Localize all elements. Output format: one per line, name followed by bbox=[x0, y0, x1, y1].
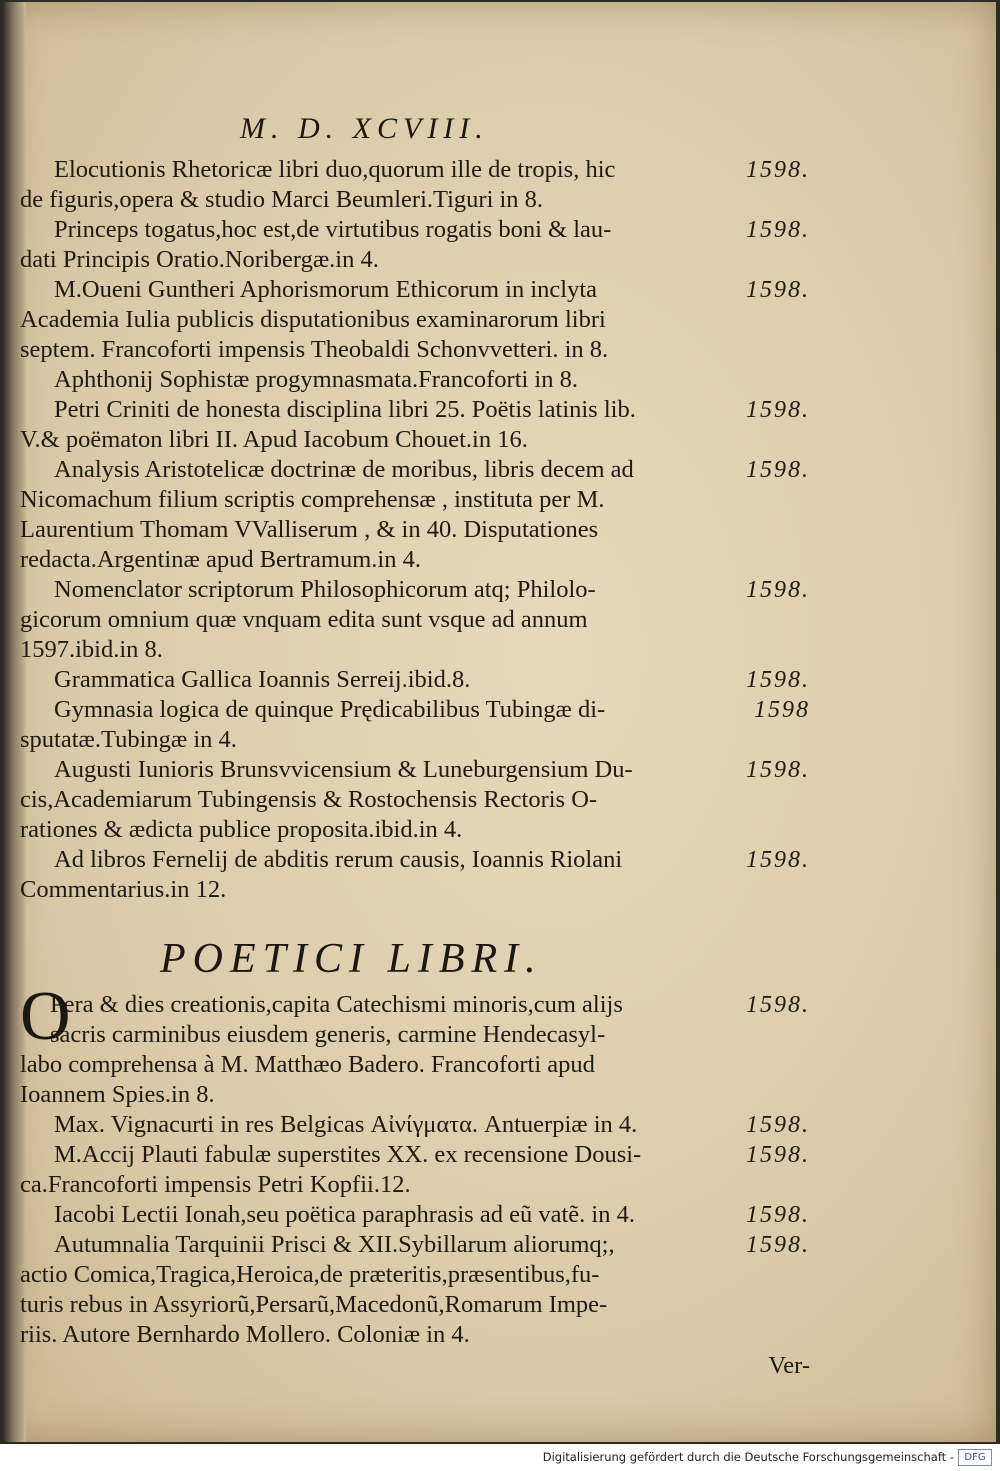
entry-line: sputatæ.Tubingæ in 4. bbox=[20, 726, 237, 753]
entry-line: Analysis Aristotelicæ doctrinæ de moribus, libris decem ad bbox=[54, 456, 634, 483]
entry-year: 1598. bbox=[746, 1232, 810, 1258]
entry-year: 1598. bbox=[746, 1142, 810, 1168]
entry-line: redacta.Argentinæ apud Bertramum.in 4. bbox=[20, 546, 421, 573]
entry-year: 1598. bbox=[746, 847, 810, 873]
bibliography-entry bbox=[20, 1140, 810, 1200]
entry-year: 1598. bbox=[746, 577, 810, 603]
entry-year: 1598. bbox=[746, 457, 810, 483]
entry-line: de figuris,opera & studio Marci Beumleri.Tiguri in 8. bbox=[20, 186, 544, 213]
entry-line: M.Accij Plauti fabulæ superstites XX. ex recensione Dousi- bbox=[54, 1141, 642, 1168]
section-title: POETICI LIBRI. bbox=[160, 936, 543, 982]
footer-credit: Digitalisierung gefördert durch die Deutsche Forschungsgemeinschaft - bbox=[542, 1450, 954, 1464]
footer-bar bbox=[0, 1444, 1000, 1471]
entry-line: Petri Criniti de honesta disciplina libri 25. Poëtis latinis lib. bbox=[54, 396, 636, 423]
entry-line: Laurentium Thomam VValliserum , & in 40. Disputationes bbox=[20, 516, 599, 543]
entry-year: 1598. bbox=[746, 1202, 810, 1228]
bibliography-entry bbox=[20, 755, 810, 845]
entry-year: 1598. bbox=[746, 992, 810, 1018]
entry-line: Academia Iulia publicis disputationibus examinarorum libri bbox=[20, 306, 606, 333]
entry-line: V.& poëmaton libri II. Apud Iacobum Chouet.in 16. bbox=[20, 426, 528, 453]
entry-line: Nomenclator scriptorum Philosophicorum atq; Philolo- bbox=[54, 576, 596, 603]
dfg-logo: DFG bbox=[958, 1449, 992, 1466]
drop-capital: O bbox=[20, 978, 71, 1055]
entry-year: 1598. bbox=[746, 397, 810, 423]
entry-year: 1598 bbox=[754, 697, 810, 723]
entry-line: Elocutionis Rhetoricæ libri duo,quorum ille de tropis, hic bbox=[54, 156, 616, 183]
entry-line: M.Oueni Guntheri Aphorismorum Ethicorum in inclyta bbox=[54, 276, 598, 303]
entry-year: 1598. bbox=[746, 217, 810, 243]
entry-line: dati Principis Oratio.Noribergæ.in 4. bbox=[20, 246, 379, 273]
entry-line: Nicomachum filium scriptis comprehensæ , instituta per M. bbox=[20, 486, 605, 513]
entry-line: Commentarius.in 12. bbox=[20, 876, 227, 903]
entry-line: septem. Francoforti impensis Theobaldi Schonvvetteri. in 8. bbox=[20, 336, 609, 363]
entry-line: actio Comica,Tragica,Heroica,de præteritis,præsentibus,fu- bbox=[20, 1261, 600, 1288]
bibliography-entry bbox=[20, 275, 810, 365]
entry-line: 1597.ibid.in 8. bbox=[20, 636, 163, 663]
bibliography-entry bbox=[20, 665, 810, 695]
running-head: M. D. XCVIII. bbox=[240, 112, 489, 145]
entry-line: riis. Autore Bernhardo Mollero. Coloniæ in 4. bbox=[20, 1321, 470, 1348]
bibliography-entry bbox=[20, 575, 810, 665]
entry-line: turis rebus in Assyriorũ,Persarũ,Macedonũ,Romarum Impe- bbox=[20, 1291, 608, 1318]
entry-line: Iacobi Lectii Ionah,seu poëtica paraphrasis ad eũ vatẽ. in 4. bbox=[54, 1201, 635, 1228]
entry-line: Gymnasia logica de quinque Prędicabilibus Tubingæ di- bbox=[54, 696, 606, 723]
bibliography-entry bbox=[20, 1110, 810, 1140]
entry-year: 1598. bbox=[746, 667, 810, 693]
entry-year: 1598. bbox=[746, 277, 810, 303]
entry-line: Max. Vignacurti in res Belgicas Αἰνίγματα. Antuerpiæ in 4. bbox=[54, 1111, 638, 1138]
entry-line: gicorum omnium quæ vnquam edita sunt vsque ad annum bbox=[20, 606, 588, 633]
entry-line: Ioannem Spies.in 8. bbox=[20, 1081, 215, 1108]
bibliography-entry bbox=[20, 845, 810, 905]
entry-line: Grammatica Gallica Ioannis Serreij.ibid.8. bbox=[54, 666, 471, 693]
entry-line: Pera & dies creationis,capita Catechismi minoris,cum alijs bbox=[50, 991, 623, 1018]
entry-line: Princeps togatus,hoc est,de virtutibus rogatis boni & lau- bbox=[54, 216, 612, 243]
entry-line: rationes & ædicta publice proposita.ibid.in 4. bbox=[20, 816, 463, 843]
entry-line: cis,Academiarum Tubingensis & Rostochensis Rectoris O- bbox=[20, 786, 598, 813]
catchword: Ver- bbox=[768, 1352, 810, 1379]
entry-year: 1598. bbox=[746, 757, 810, 783]
entry-line: Autumnalia Tarquinii Prisci & XII.Sybillarum aliorumq;, bbox=[54, 1231, 615, 1258]
entry-line: sacris carminibus eiusdem generis, carmine Hendecasyl- bbox=[50, 1021, 606, 1048]
bibliography-entry bbox=[20, 365, 810, 395]
bibliography-entry bbox=[20, 1200, 810, 1230]
bibliography-entry bbox=[20, 695, 810, 755]
entry-line: Ad libros Fernelij de abditis rerum causis, Ioannis Riolani bbox=[54, 846, 623, 873]
entry-line: labo comprehensa à M. Matthæo Badero. Francoforti apud bbox=[20, 1051, 595, 1078]
entry-line: Augusti Iunioris Brunsvvicensium & Luneburgensium Du- bbox=[54, 756, 633, 783]
entry-list bbox=[20, 155, 810, 905]
bibliography-entry bbox=[20, 215, 810, 275]
entry-line: Aphthonij Sophistæ progymnasmata.Francoforti in 8. bbox=[54, 366, 578, 393]
bibliography-entry bbox=[20, 1230, 810, 1350]
entry-year: 1598. bbox=[746, 1112, 810, 1138]
bibliography-entry bbox=[20, 978, 810, 1110]
bibliography-entry bbox=[20, 155, 810, 215]
poetici-list bbox=[20, 978, 810, 1379]
entry-line: ca.Francoforti impensis Petri Kopfii.12. bbox=[20, 1171, 411, 1198]
bibliography-entry bbox=[20, 395, 810, 455]
bibliography-entry bbox=[20, 455, 810, 575]
entry-year: 1598. bbox=[746, 157, 810, 183]
